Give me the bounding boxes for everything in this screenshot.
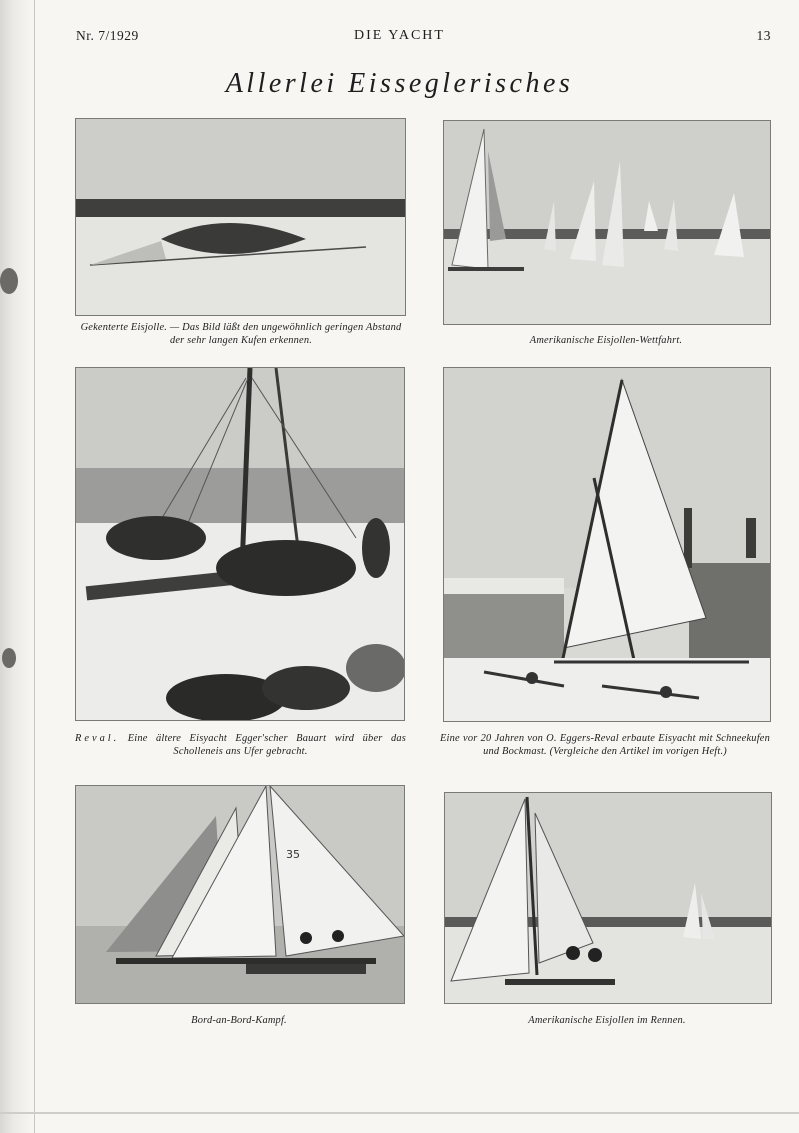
photo-caption: Amerikanische Eisjollen-Wettfahrt. bbox=[529, 335, 683, 346]
photo-board-to-board-race bbox=[75, 785, 405, 1004]
photo-caption: Eine vor 20 Jahren von O. Eggers-Reval erbaute Eisyacht mit Schneekufen und Bockmast. (Vergleiche den Artikel im vorigen Heft.) bbox=[440, 733, 770, 757]
page-number: 13 bbox=[756, 28, 771, 43]
page-bottom-edge bbox=[0, 1112, 799, 1114]
caption-text: Eine ältere Eisyacht Egger'scher Bauart wird über das Scholleneis ans Ufer gebracht. bbox=[119, 733, 406, 757]
caption-lead: Reval. bbox=[75, 733, 120, 744]
photo-reval-ice-yacht bbox=[75, 367, 405, 721]
photo-ice-dinghies-racing bbox=[444, 792, 772, 1004]
page-title: Allerlei Eisseglerisches bbox=[225, 68, 574, 99]
page-edge-shadow bbox=[0, 0, 34, 1133]
photo-caption: Gekenterte Eisjolle. — Das Bild läßt den ungewöhnlich geringen Abstand der sehr langen Kufen erkennen. bbox=[80, 322, 402, 346]
photo-eggers-ice-yacht bbox=[443, 367, 771, 722]
photo-caption bbox=[75, 733, 406, 758]
page-stain bbox=[0, 268, 18, 294]
photo-caption: Bord-an-Bord-Kampf. bbox=[191, 1015, 287, 1026]
photo-caption: Amerikanische Eisjollen im Rennen. bbox=[528, 1015, 686, 1026]
magazine-name: DIE YACHT bbox=[354, 28, 445, 43]
photo-ice-dinghy-regatta bbox=[443, 120, 771, 325]
photo-capsized-ice-dinghy bbox=[75, 118, 406, 316]
page-stain bbox=[2, 648, 16, 668]
sail-number: 35 bbox=[286, 848, 300, 861]
issue-number: Nr. 7/1929 bbox=[76, 28, 139, 43]
page-edge-line bbox=[34, 0, 35, 1133]
